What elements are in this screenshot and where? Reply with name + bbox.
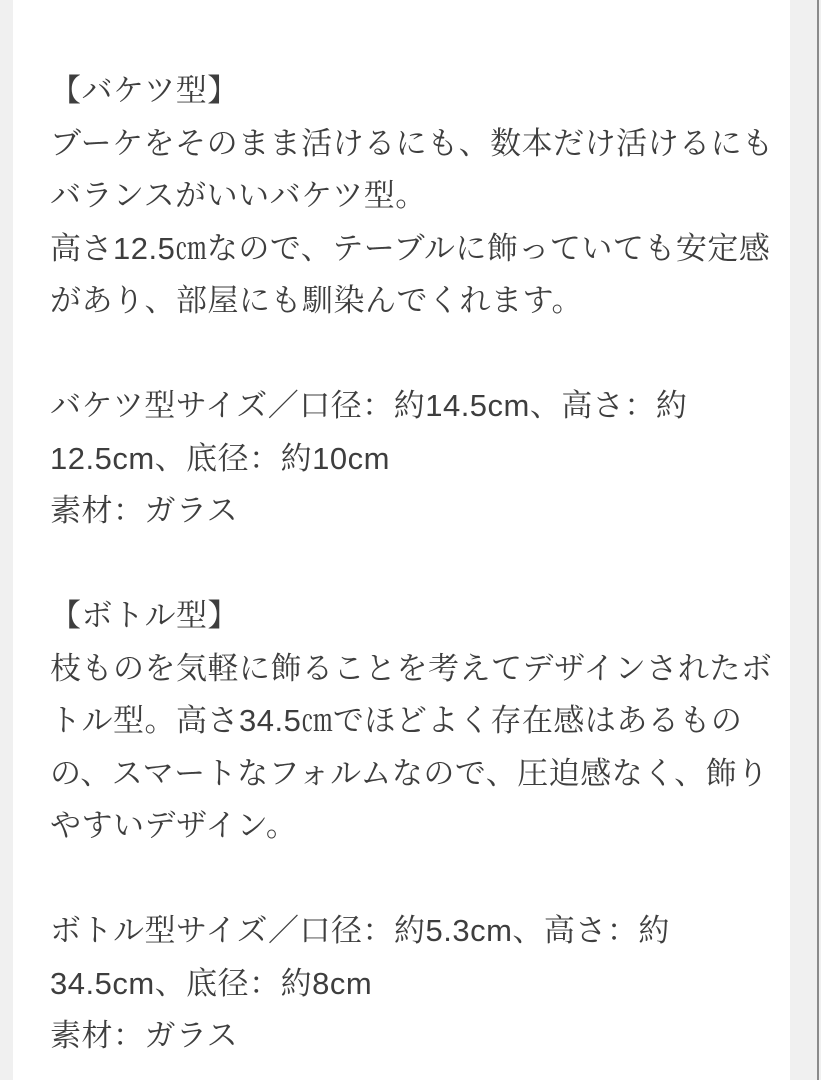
text-line: 12.5cm、底径：約10cm [50, 440, 390, 476]
paragraph-spacer [50, 328, 780, 381]
left-gutter [0, 0, 13, 1080]
paragraph-spacer [50, 538, 780, 591]
text-line: ブーケをそのまま活けるにも、数本だけ活けるにも [50, 125, 774, 161]
text-line: 素材：ガラス [50, 493, 239, 528]
text-line: の、スマートなフォルムなので、圧迫感なく、飾り [50, 755, 769, 791]
paragraph-spacer [50, 853, 780, 906]
section-heading: 【ボトル型】 [50, 598, 239, 633]
text-line: トル型。高さ34.5㎝でほどよく存在感はあるもの [50, 703, 743, 738]
window-edge-line [817, 0, 819, 1080]
text-line: 枝ものを気軽に飾ることを考えてデザインされたボ [50, 650, 773, 686]
text-line: バケツ型サイズ／口径：約14.5cm、高さ：約 [50, 388, 688, 423]
text-line: があり、部屋にも馴染んでくれます。 [50, 283, 584, 318]
product-description [50, 65, 780, 1063]
text-line: バランスがいいバケツ型。 [50, 178, 427, 213]
right-gutter [790, 0, 821, 1080]
content-area [13, 0, 790, 1080]
section-heading: 【バケツ型】 [50, 73, 239, 108]
text-line: やすいデザイン。 [50, 808, 298, 843]
text-line: ボトル型サイズ／口径：約5.3cm、高さ：約 [50, 913, 670, 948]
text-line: 34.5cm、底径：約8cm [50, 965, 373, 1001]
text-line: 高さ12.5㎝なので、テーブルに飾っていても安定感 [50, 230, 771, 266]
text-line: 素材：ガラス [50, 1018, 239, 1053]
